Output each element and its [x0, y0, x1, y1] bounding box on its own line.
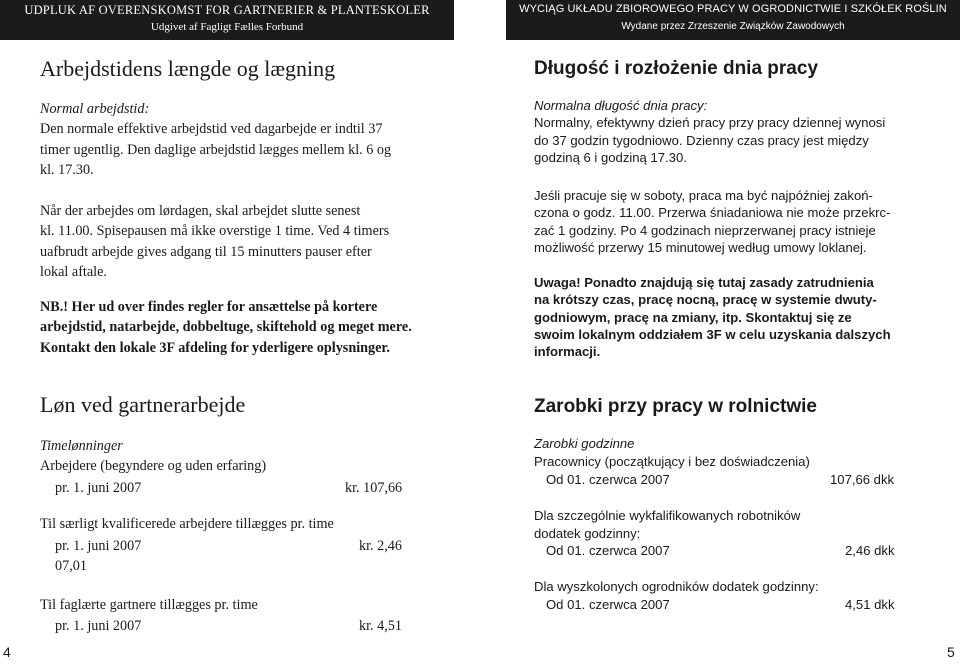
- paragraph-line: informacji.: [534, 344, 601, 360]
- normal-hours-paragraph: [40, 99, 391, 180]
- paragraph-line: do 37 godzin tygodniowo. Dzienny czas pracy jest między: [534, 132, 869, 148]
- right-page-content: [534, 0, 924, 664]
- wage-group-label: Dla szczególnie wykfalifikowanych robotników: [534, 508, 801, 523]
- paragraph-line: czona o godz. 11.00. Przerwa śniadaniowa nie może przekrc-: [534, 205, 891, 221]
- normal-hours-label-pl: Normalna długość dnia pracy:: [534, 98, 708, 113]
- paragraph-line: godniowym, pracę na zmiany, itp. Skontaktuj się ze: [534, 309, 852, 325]
- wage-group-label: Arbejdere (begyndere og uden erfaring): [40, 458, 267, 474]
- wage-group-label: dodatek godzinny:: [534, 526, 641, 541]
- wage-group-label: Pracownicy (początkujący i bez doświadczenia): [534, 454, 810, 469]
- wage-amount: 107,66 dkk: [830, 472, 895, 487]
- right-page-number: 5: [947, 644, 955, 660]
- left-page-content: [40, 0, 440, 664]
- paragraph-line: arbejdstid, natarbejde, dobbeltuge, skiftehold og meget mere.: [40, 319, 412, 336]
- paragraph-line: Kontakt den lokale 3F afdeling for yderligere oplysninger.: [40, 339, 390, 356]
- left-header-title: UDPLUK AF OVERENSKOMST FOR GARTNERIER & PLANTESKOLER: [24, 3, 430, 17]
- paragraph-line: Jeśli pracuje się w soboty, praca ma być najpóźniej zakoń-: [534, 188, 873, 203]
- wage-date: Od 01. czerwca 2007: [546, 472, 670, 487]
- paragraph-line: kl. 17.30.: [40, 161, 94, 178]
- normal-hours-label: Normal arbejdstid:: [40, 101, 150, 117]
- normal-hours-paragraph-pl: [534, 97, 885, 166]
- wage-extra-value: 07,01: [55, 558, 87, 574]
- wage-date: Od 01. czerwca 2007: [546, 543, 670, 558]
- hourly-wages-subtitle: Timelønninger: [40, 438, 123, 454]
- wages-heading: Løn ved gartnerarbejde: [40, 392, 246, 417]
- paragraph-line: możliwość przerwy 15 minutowej według umowy loklanej.: [534, 239, 867, 255]
- wage-group-label: Til faglærte gartnere tillægges pr. time: [40, 597, 258, 613]
- left-page-number: 4: [3, 644, 11, 660]
- paragraph-line: Uwaga! Ponadto znajdują się tutaj zasady zatrudnienia: [534, 275, 874, 290]
- wage-group-label: Dla wyszkolonych ogrodników dodatek godzinny:: [534, 579, 819, 594]
- paragraph-line: kl. 11.00. Spisepausen må ikke overstige 1 time. Ved 4 timers: [40, 223, 390, 240]
- wage-date: Od 01. czerwca 2007: [546, 597, 670, 612]
- paragraph-line: uafbrudt arbejde gives adgang til 15 minutters pauser efter: [40, 243, 372, 260]
- paragraph-line: NB.! Her ud over findes regler for ansættelse på kortere: [40, 299, 378, 315]
- paragraph-line: godziną 6 i godziną 17.30.: [534, 149, 687, 165]
- hourly-wages-subtitle-pl: Zarobki godzinne: [534, 436, 635, 451]
- saturday-paragraph: [40, 201, 389, 282]
- paragraph-line: lokal aftale.: [40, 263, 107, 280]
- working-hours-heading-pl: Długość i rozłożenie dnia pracy: [534, 58, 819, 79]
- wages-heading-pl: Zarobki przy pracy w rolnictwie: [534, 396, 817, 417]
- left-header-publisher: Udgivet af Fagligt Fælles Forbund: [150, 21, 304, 33]
- wage-date: pr. 1. juni 2007: [55, 538, 142, 554]
- wage-group-label: Til særligt kvalificerede arbejdere tillægges pr. time: [40, 516, 334, 532]
- paragraph-line: Den normale effektive arbejdstid ved dagarbejde er indtil 37: [40, 121, 383, 138]
- right-header-title: WYCIĄG UKŁADU ZBIOROWEGO PRACY W OGRODNICTWIE I SZKÓŁEK ROŚLIN: [519, 3, 947, 15]
- wage-amount: kr. 4,51: [359, 618, 402, 634]
- paragraph-line: timer ugentlig. Den daglige arbejdstid lægges mellem kl. 6 og: [40, 141, 392, 158]
- wage-amount: kr. 107,66: [345, 480, 403, 496]
- paragraph-line: Når der arbejdes om lørdagen, skal arbejdet slutte senest: [40, 203, 361, 219]
- wage-date: pr. 1. juni 2007: [55, 480, 142, 496]
- wage-amount: 2,46 dkk: [845, 543, 895, 558]
- working-hours-heading: Arbejdstidens længde og lægning: [40, 56, 336, 81]
- paragraph-line: zać 1 godziny. Po 4 godzinach nieprzerwanej pracy istnieje: [534, 222, 876, 238]
- wage-amount: 4,51 dkk: [845, 597, 895, 612]
- wage-date: pr. 1. juni 2007: [55, 618, 142, 634]
- paragraph-line: Normalny, efektywny dzień pracy przy pracy dziennej wynosi: [534, 115, 886, 131]
- notice-paragraph-pl: [534, 274, 891, 360]
- nb-notice-paragraph: [40, 297, 412, 358]
- right-header-publisher: Wydane przez Zrzeszenie Związków Zawodowych: [621, 21, 845, 32]
- paragraph-line: na krótszy czas, pracę nocną, pracę w systemie dwuty-: [534, 292, 877, 308]
- saturday-paragraph-pl: [534, 187, 890, 256]
- wage-amount: kr. 2,46: [359, 538, 402, 554]
- paragraph-line: swoim lokalnym oddziałem 3F w celu uzyskania dalszych: [534, 326, 891, 342]
